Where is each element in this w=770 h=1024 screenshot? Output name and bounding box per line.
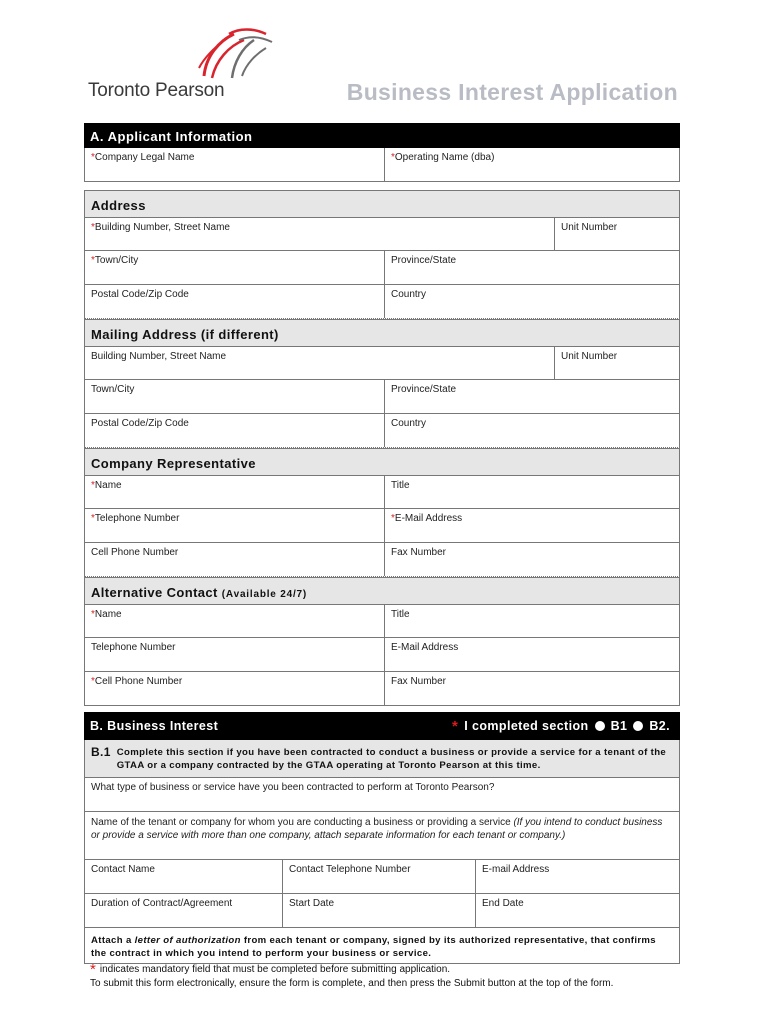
address-header: Address (84, 190, 680, 217)
contact-name-field[interactable]: Contact Name (85, 860, 283, 893)
form-row (84, 894, 680, 928)
alt-cell-field[interactable]: *Cell Phone Number (85, 672, 385, 705)
contract-duration-field[interactable]: Duration of Contract/Agreement (85, 894, 283, 927)
toronto-pearson-logo (84, 26, 284, 112)
b2-radio[interactable] (633, 721, 643, 731)
form-row (84, 604, 680, 638)
form-row (84, 672, 680, 706)
form-row (84, 380, 680, 414)
rep-cell-field[interactable]: Cell Phone Number (85, 543, 385, 576)
mailing-unit-field[interactable]: Unit Number (561, 351, 618, 362)
address-city-field[interactable]: *Town/City (85, 251, 385, 284)
company-representative-header: Company Representative (84, 448, 680, 475)
mailing-country-field[interactable]: Country (391, 418, 427, 429)
address-postal-field[interactable]: Postal Code/Zip Code (85, 285, 385, 318)
address-province-field[interactable]: Province/State (391, 255, 457, 266)
form-row (84, 509, 680, 543)
address-unit-field[interactable]: Unit Number (561, 222, 618, 233)
contact-email-field[interactable]: E-mail Address (482, 864, 550, 875)
form-row (84, 346, 680, 380)
rep-name-field[interactable]: *Name (85, 476, 385, 508)
attach-authorization-note: Attach a letter of authorization from each tenant or company, signed by its authorized representative, that confirms the contract in which you intend to perform your business or service. (84, 928, 680, 964)
form-row (84, 543, 680, 577)
company-legal-name-field[interactable]: *Company Legal Name (85, 148, 385, 181)
application-form (84, 123, 680, 964)
address-country-field[interactable]: Country (391, 289, 427, 300)
page-title: Business Interest Application (346, 79, 678, 105)
address-street-field[interactable]: *Building Number, Street Name (85, 218, 555, 250)
form-row (84, 414, 680, 448)
b1-radio[interactable] (595, 721, 605, 731)
alt-name-field[interactable]: *Name (85, 605, 385, 637)
alt-email-field[interactable]: E-Mail Address (391, 642, 459, 653)
mailing-province-field[interactable]: Province/State (391, 384, 457, 395)
rep-title-field[interactable]: Title (391, 480, 410, 491)
form-row (84, 860, 680, 894)
alt-phone-field[interactable]: Telephone Number (85, 638, 385, 671)
start-date-field[interactable]: Start Date (283, 894, 476, 927)
form-row (84, 251, 680, 285)
footer-notes: * indicates mandatory field that must be completed before submitting application. To submit this form electronically, ensure the form is complete, and then press the Submit button at the top of the form. (90, 961, 614, 989)
mailing-address-header: Mailing Address (if different) (84, 319, 680, 346)
pearson-swirl-icon (84, 26, 284, 86)
required-marker: * (91, 152, 95, 163)
alt-title-field[interactable]: Title (391, 609, 410, 620)
section-a-header: A. Applicant Information (84, 123, 680, 148)
rep-fax-field[interactable]: Fax Number (391, 547, 447, 558)
form-row (84, 812, 680, 860)
form-row (84, 475, 680, 509)
operating-name-field[interactable]: *Operating Name (dba) (391, 152, 495, 163)
alt-fax-field[interactable]: Fax Number (391, 676, 447, 687)
required-marker: * (391, 152, 395, 163)
tenant-name-field[interactable]: Name of the tenant or company for whom you are conducting a business or providing a service (If you intend to conduct business or provide a service with more than one company, attach separate information for each tenant or company.) (91, 817, 663, 841)
required-marker: * (452, 717, 459, 735)
form-row (84, 148, 680, 182)
logo-text: Toronto Pearson (88, 80, 225, 101)
end-date-field[interactable]: End Date (482, 898, 524, 909)
business-type-field[interactable]: What type of business or service have you been contracted to perform at Toronto Pearson? (91, 782, 495, 793)
section-b-header: B. Business Interest * I completed section B1 B2. (84, 712, 680, 740)
mailing-street-field[interactable]: Building Number, Street Name (85, 347, 555, 379)
alternative-contact-header: Alternative Contact (Available 24/7) (84, 577, 680, 604)
form-row (84, 638, 680, 672)
rep-email-field[interactable]: *E-Mail Address (391, 513, 463, 524)
b1-intro: B.1 Complete this section if you have been contracted to conduct a business or provide a service for a tenant of the GTAA or a company contracted by the GTAA operating at Toronto Pearson at this time. (84, 740, 680, 778)
form-row (84, 778, 680, 812)
rep-phone-field[interactable]: *Telephone Number (85, 509, 385, 542)
form-row (84, 217, 680, 251)
form-row (84, 285, 680, 319)
mailing-postal-field[interactable]: Postal Code/Zip Code (85, 414, 385, 447)
required-marker: * (90, 961, 96, 978)
mailing-city-field[interactable]: Town/City (85, 380, 385, 413)
contact-phone-field[interactable]: Contact Telephone Number (283, 860, 476, 893)
